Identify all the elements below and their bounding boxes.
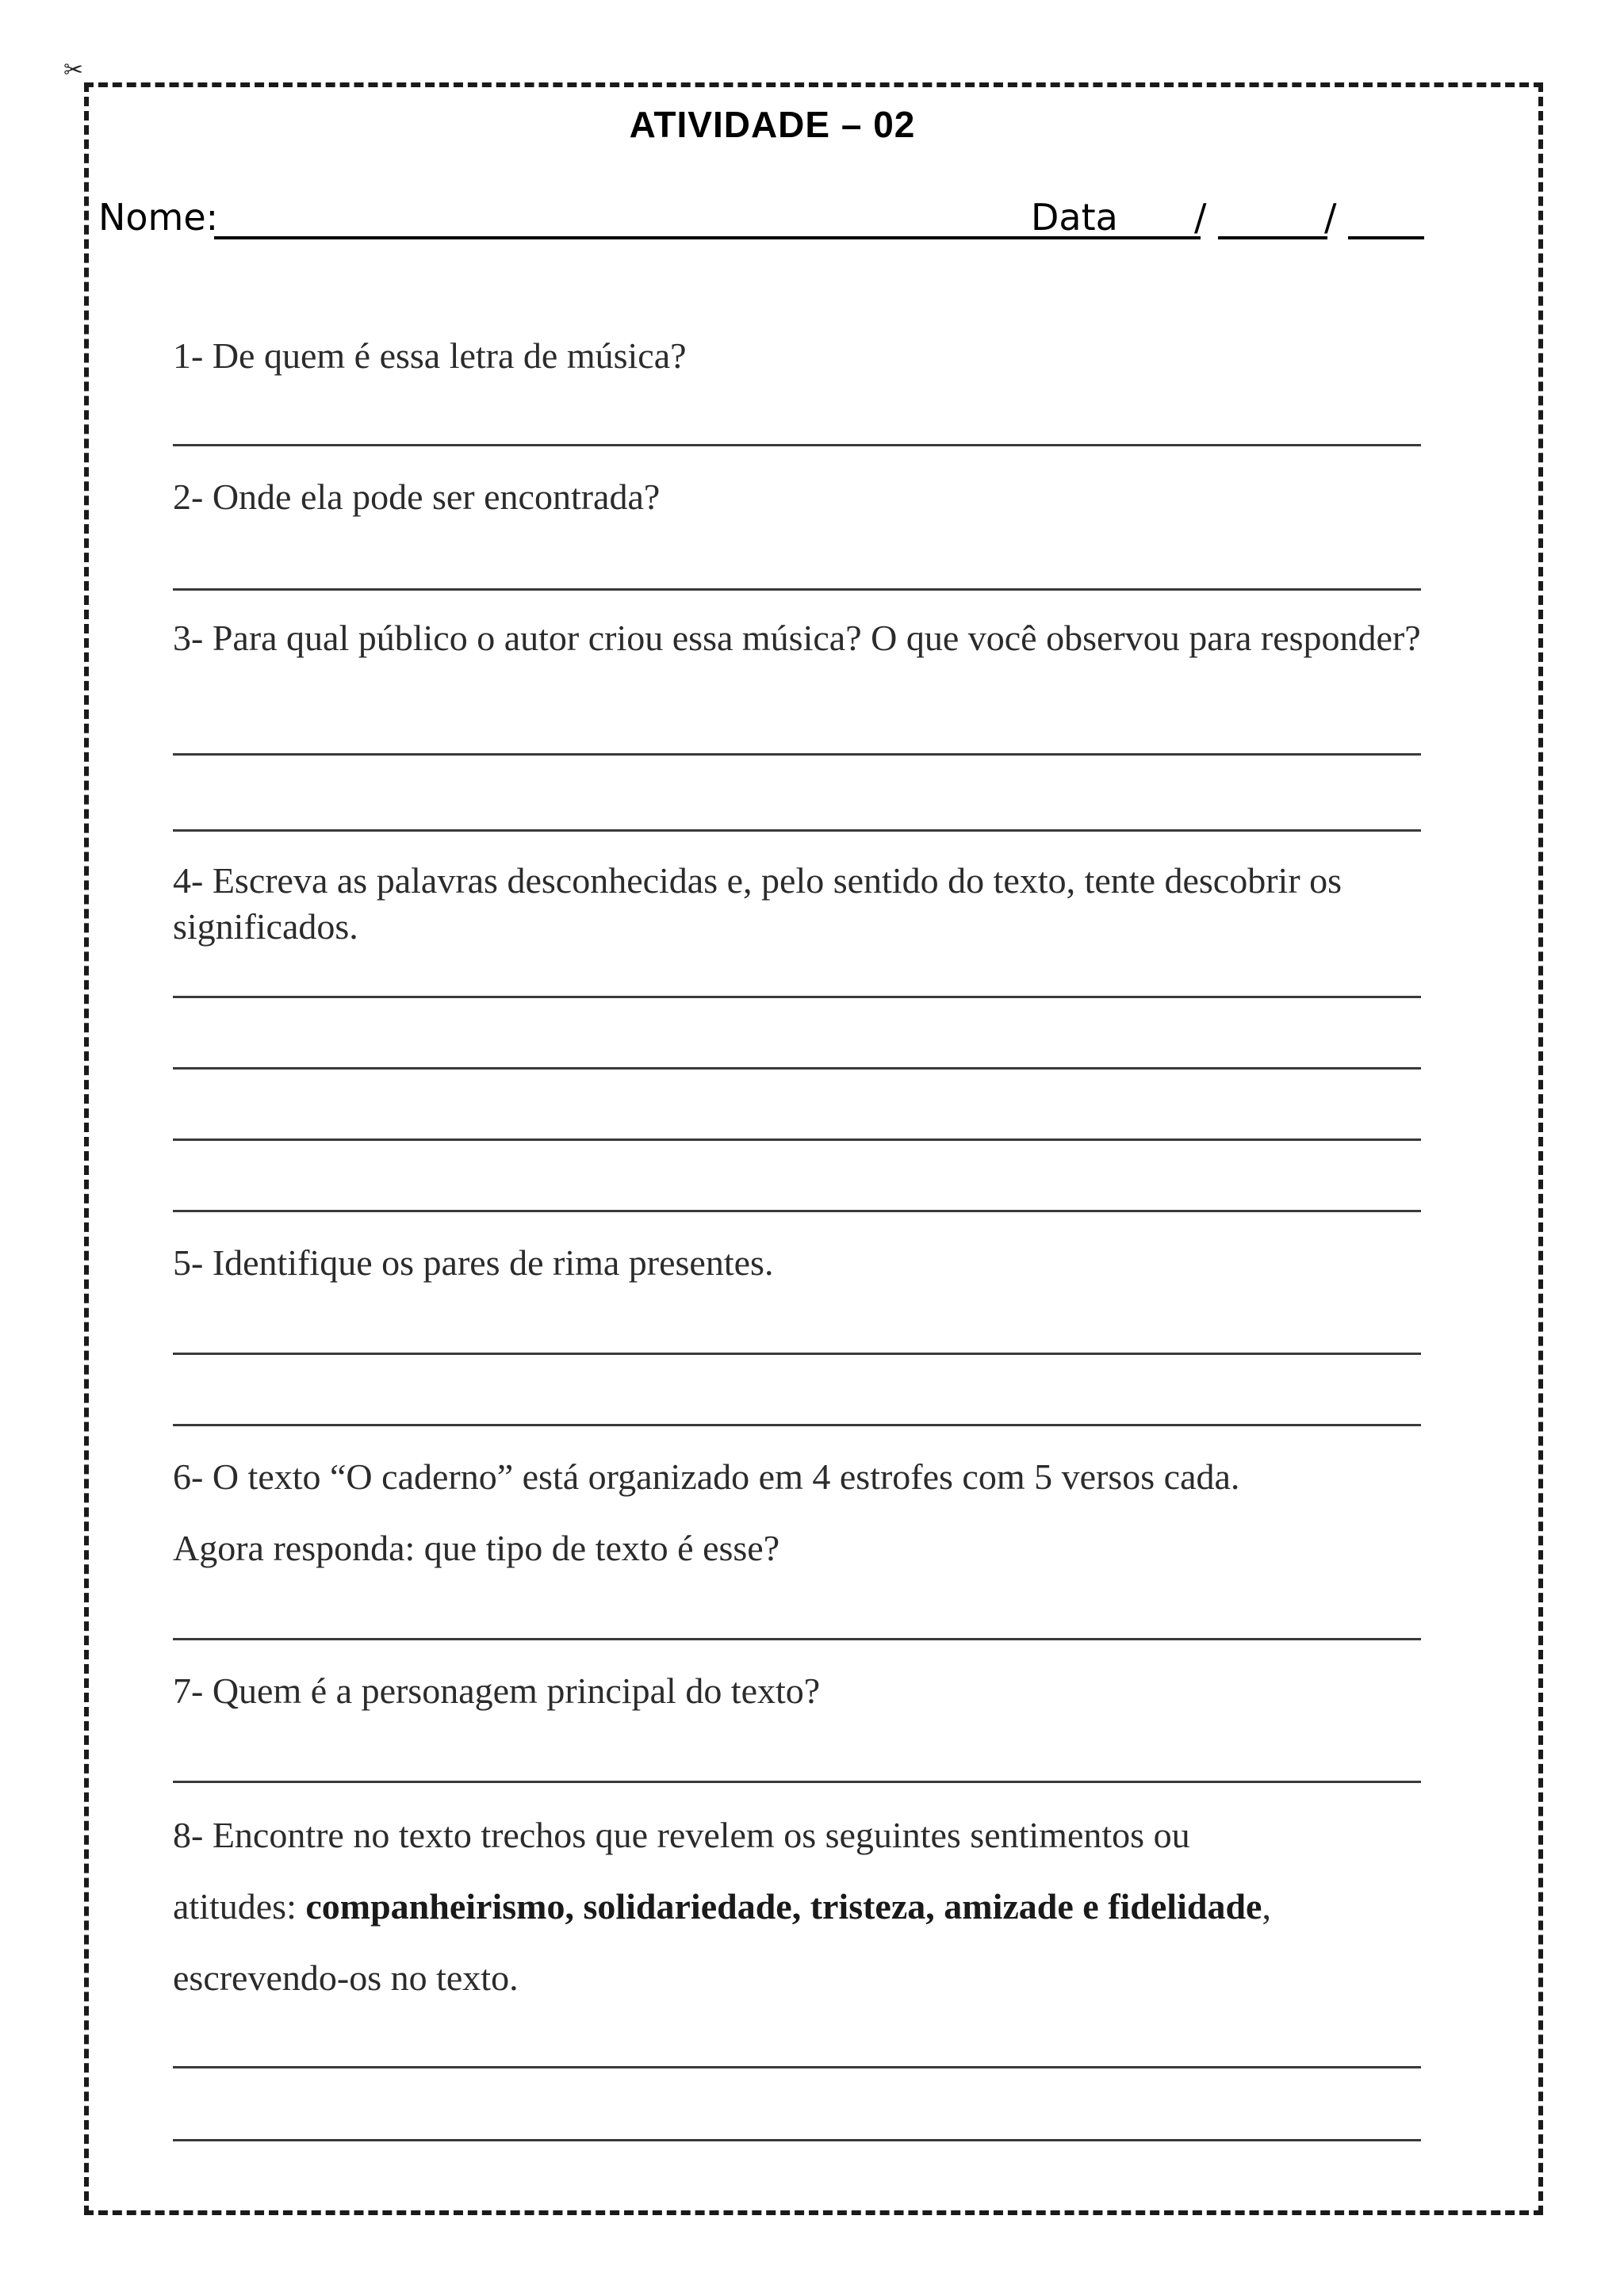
- question-8-line-3: escrevendo-os no texto.: [173, 1957, 519, 1998]
- question-8-prefix: atitudes:: [173, 1886, 306, 1927]
- scissors-icon: ✂: [63, 56, 84, 84]
- question-8: [173, 1811, 1442, 2003]
- date-separator: /: [1324, 196, 1337, 239]
- answer-line[interactable]: [173, 1138, 1421, 1141]
- answer-line[interactable]: [173, 2139, 1421, 2141]
- answer-line[interactable]: [173, 1424, 1421, 1426]
- answer-line[interactable]: [173, 1638, 1421, 1640]
- date-year-field[interactable]: [1348, 236, 1424, 239]
- question-8-keywords: companheirismo, solidariedade, tristeza, amizade e fidelidade: [305, 1886, 1262, 1927]
- worksheet-title: ATIVIDADE – 02: [629, 104, 916, 145]
- date-day-field[interactable]: [1121, 236, 1201, 239]
- question-8-suffix: ,: [1262, 1886, 1271, 1927]
- answer-line[interactable]: [173, 2066, 1421, 2068]
- date-separator: /: [1194, 196, 1207, 239]
- question-4: 4- Escreva as palavras desconhecidas e, pelo sentido do texto, tente descobrir os significados.: [173, 860, 1342, 947]
- name-label: Nome:: [98, 196, 219, 239]
- date-label: Data: [1031, 196, 1118, 239]
- answer-line[interactable]: [173, 1353, 1421, 1355]
- answer-line[interactable]: [173, 1067, 1421, 1070]
- question-6-line-2: Agora responda: que tipo de texto é esse?: [173, 1528, 780, 1568]
- answer-line[interactable]: [173, 829, 1421, 832]
- name-date-row: [98, 193, 1431, 241]
- answer-line[interactable]: [173, 996, 1421, 998]
- answer-line[interactable]: [173, 753, 1421, 756]
- answer-line[interactable]: [173, 1781, 1421, 1783]
- question-1: 1- De quem é essa letra de música?: [173, 335, 687, 376]
- question-8-line-2: [173, 1882, 1442, 1931]
- question-2: 2- Onde ela pode ser encontrada?: [173, 476, 661, 517]
- question-6-line-1: 6- O texto “O caderno” está organizado em 4 estrofes com 5 versos cada.: [173, 1456, 1240, 1497]
- date-month-field[interactable]: [1218, 236, 1327, 239]
- name-field[interactable]: [214, 236, 1124, 239]
- question-6: [173, 1452, 1426, 1573]
- question-8-line-1: 8- Encontre no texto trechos que revelem os seguintes sentimentos ou: [173, 1815, 1190, 1855]
- question-3: 3- Para qual público o autor criou essa música? O que você observou para responder?: [173, 618, 1421, 658]
- answer-line[interactable]: [173, 1210, 1421, 1212]
- answer-line[interactable]: [173, 588, 1421, 591]
- answer-line[interactable]: [173, 444, 1421, 446]
- question-5: 5- Identifique os pares de rima presentes.: [173, 1242, 774, 1283]
- question-7: 7- Quem é a personagem principal do texto?: [173, 1670, 821, 1711]
